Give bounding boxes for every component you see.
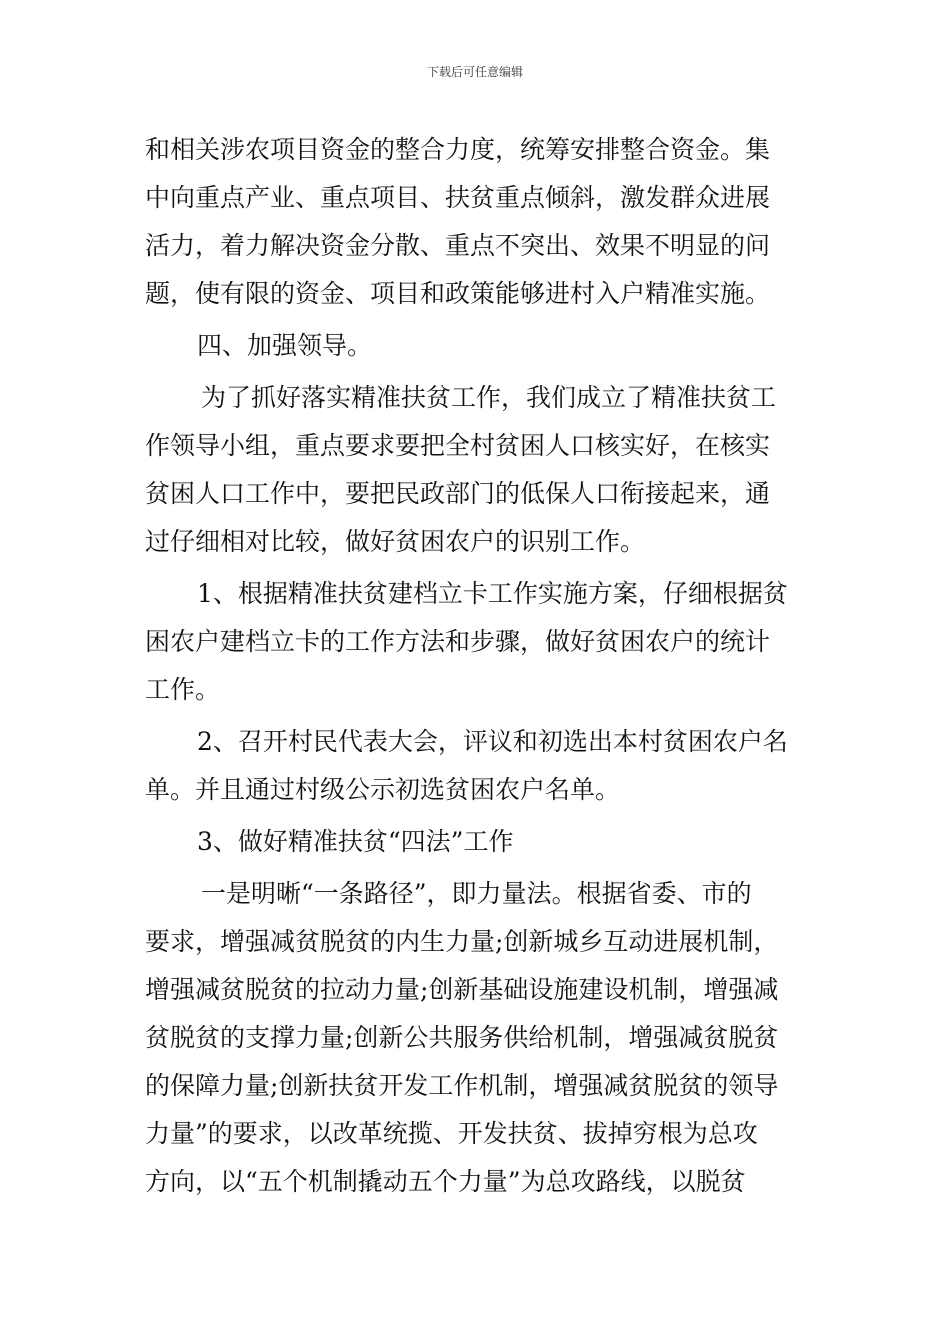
section-heading: 四、加强领导。: [197, 331, 373, 360]
list-item-2-first-line: 2、召开村民代表大会，评议和初选出本村贫困农户名: [197, 727, 788, 756]
text-line: 过仔细相对比较，做好贫困农户的识别工作。: [145, 527, 646, 556]
text-line: 和相关涉农项目资金的整合力度，统筹安排整合资金。集: [145, 135, 771, 164]
text-line: 贫脱贫的支撑力量;创新公共服务供给机制，增强减贫脱贫: [145, 1023, 779, 1052]
text-line: 作领导小组，重点要求要把全村贫困人口核实好，在核实: [145, 431, 771, 460]
paragraph-first-line: 为了抓好落实精准扶贫工作，我们成立了精准扶贫工: [201, 383, 777, 412]
text-line: 题，使有限的资金、项目和政策能够进村入户精准实施。: [145, 279, 771, 308]
text-line: 活力，着力解决资金分散、重点不突出、效果不明显的问: [145, 231, 771, 260]
list-item-1-first-line: 1、根据精准扶贫建档立卡工作实施方案，仔细根据贫: [197, 579, 788, 608]
text-line: 困农户建档立卡的工作方法和步骤，做好贫困农户的统计: [145, 627, 771, 656]
text-line: 方向，以“五个机制撬动五个力量”为总攻路线，以脱贫: [145, 1167, 746, 1196]
paragraph-first-line: 一是明晰“一条路径”，即力量法。根据省委、市的: [201, 879, 752, 908]
list-item-3: 3、做好精准扶贫“四法”工作: [197, 827, 514, 856]
text-line: 中向重点产业、重点项目、扶贫重点倾斜，激发群众进展: [145, 183, 771, 212]
text-line: 增强减贫脱贫的拉动力量;创新基础设施建设机制，增强减: [145, 975, 779, 1004]
text-line: 贫困人口工作中，要把民政部门的低保人口衔接起来，通: [145, 479, 771, 508]
text-line: 工作。: [145, 675, 221, 704]
page-header-note: 下载后可任意编辑: [426, 65, 523, 79]
document-body: [145, 126, 810, 1206]
text-line: 要求，增强减贫脱贫的内生力量;创新城乡互动进展机制，: [145, 927, 779, 956]
text-line: 单。并且通过村级公示初选贫困农户名单。: [145, 775, 621, 804]
text-line: 的保障力量;创新扶贫开发工作机制，增强减贫脱贫的领导: [145, 1071, 779, 1100]
text-line: 力量”的要求，以改革统揽、开发扶贫、拔掉穷根为总攻: [145, 1119, 758, 1148]
